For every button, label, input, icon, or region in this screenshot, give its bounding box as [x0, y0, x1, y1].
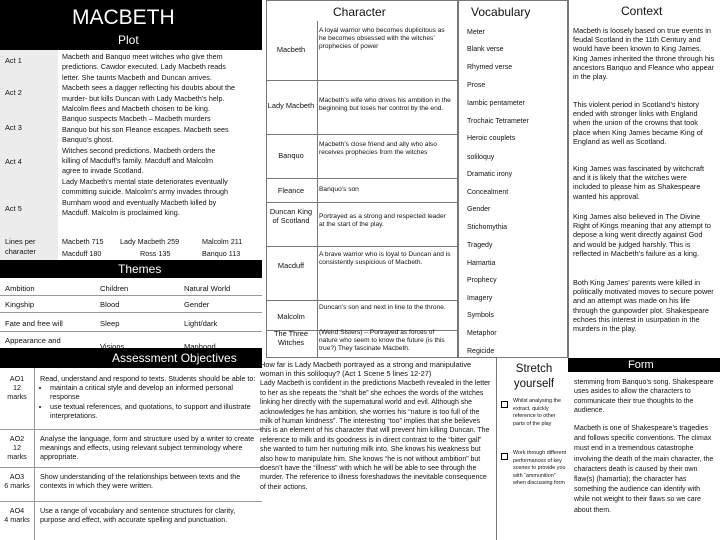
vocab-item: Prose: [467, 82, 486, 89]
plot-heading: Plot: [118, 33, 139, 47]
character-name: The Three Witches: [274, 329, 308, 347]
theme-item: Gender: [184, 300, 210, 309]
context-box: King James also believed in The Divine Right of Kings meaning that any attempt to depose a king went directly against God and would be judged harshly. This is reflected in Macbeth’s failure as a king.: [573, 212, 711, 258]
vocab-item: Iambic pentameter: [467, 100, 525, 107]
lines-per-character-label: Lines per character: [5, 237, 36, 256]
theme-item: Sleep: [100, 319, 120, 328]
character-desc: Duncan’s son and next in line to the throne.: [319, 304, 446, 311]
vocab-item: Prophecy: [467, 277, 497, 284]
vocab-item: Blank verse: [467, 46, 504, 53]
question-section: [256, 358, 496, 540]
vocab-item: Trochaic Tetrameter: [467, 118, 529, 125]
character-name: Macduff: [277, 261, 305, 270]
theme-item: Ambition: [5, 284, 35, 293]
form-heading: Form: [628, 359, 654, 371]
act-3-label: Act 3: [5, 123, 22, 132]
vocab-item: Tragedy: [467, 242, 493, 249]
ao-description: Read, understand and respond to texts. Students should be able to:: [40, 374, 256, 383]
line-count: Malcolm 211: [202, 237, 243, 246]
ao-text: [40, 374, 258, 420]
ao-bullet: • use textual references, and quotations, to support and illustrate interpretations.: [50, 402, 258, 420]
ao-label: [4, 434, 30, 462]
theme-item: Appearance and: [5, 336, 61, 345]
character-row: [267, 301, 457, 331]
ao-label-text: AO1 12 marks: [7, 374, 27, 402]
line-count: Macduff 180: [62, 249, 102, 258]
stretch-heading: Stretch yourself: [513, 363, 555, 390]
plot-line: Witches second predictions. Macbeth orders the: [62, 145, 216, 155]
line-count: Banquo 113: [202, 249, 241, 258]
character-desc: Macbeth’s wife who drives his ambition in the beginning but loses her control by the end.: [319, 97, 451, 113]
character-name: Lady Macbeth: [267, 101, 315, 110]
plot-line: predictions. Cawdor executed. Lady Macbeth reads: [62, 62, 226, 72]
form-header: [568, 358, 720, 372]
character-heading: Character: [333, 5, 386, 19]
assessment-header: [0, 348, 262, 368]
theme-item: Light/dark: [184, 319, 218, 328]
form-intro: stemming from Banquo’s song. Shakespeare uses asides to allow the characters to communicate their true thoughts to the audience.: [574, 379, 714, 415]
plot-line: Banquo’s ghost.: [62, 135, 114, 145]
theme-item: Kingship: [5, 300, 35, 309]
character-desc: A brave warrior who is loyal to Duncan and is consistently suspicious of Macbeth.: [319, 251, 451, 267]
plot-line: agree to invade Scotland.: [62, 166, 144, 176]
context-box: King James was fascinated by witchcraft and it is likely that the witches were included to please him as Shakespeare wanted his approval.: [573, 164, 704, 201]
checkbox-icon[interactable]: [501, 453, 508, 460]
ao-text: [40, 434, 258, 462]
character-row: [267, 179, 457, 203]
character-rows: [267, 21, 457, 358]
theme-item: Manhood: [184, 342, 216, 348]
plot-summary: [58, 50, 262, 260]
vocab-item: Gender: [467, 206, 491, 213]
question-answer: Lady Macbeth is confident in the predictions Macbeth revealed in the letter to her as she repeats the “shalt be” she echoes the words of the witches linking her directly with the supernatural world and evil. Although she acknowledges he has ambition, she worries his “nature is too full of the milk of human kindness”. The interesting “too” implies that she believes this is an element of his character that will prevent him killing Duncan. The reference to milk and its goodness is in direct contrast to the “bitter gall” she wanted to turn her nurturing milk into. She knows his weakness but also how to manipulate him. She knows “he is not without ambition” but doesn’t have the “illness” with which he will be able to see through the murder. The reference to illness foreshadows the inevitable consequence of their actions.: [260, 380, 491, 491]
page-title: MACBETH: [72, 6, 175, 29]
character-row: [267, 331, 457, 358]
ao-row: [0, 468, 262, 502]
ao-label: [4, 374, 30, 402]
context-heading: Context: [621, 4, 663, 18]
plot-line: Macduff. Malcolm is proclaimed king.: [62, 208, 180, 218]
form-section: [568, 358, 720, 540]
ao-row: [0, 502, 262, 540]
character-name: Macbeth: [276, 45, 306, 54]
character-desc: A loyal warrior who becomes duplicitous as he becomes obsessed with the witches’ prophecies of power: [319, 27, 445, 51]
ao-description: Show understanding of the relationships between texts and the contexts in which they were written.: [40, 472, 241, 491]
stretch-section: [496, 358, 568, 540]
ao-description: Analyse the language, form and structure used by a writer to create meanings and effects, using relevant subject terminology where appropriate.: [40, 434, 255, 462]
context-box: Both King James’ parents were killed in politically motivated moves to secure power and an attempt was made on his life through the gunpowder plot. Shakespeare echoes this interest in usurpation in the murders in the play.: [573, 278, 714, 334]
vocabulary-heading: Vocabulary: [471, 5, 531, 19]
character-desc: (Weird Sisters) – Portrayed as forces of nature who seem to know the future (is this true?) They fascinate Macbeth.: [319, 329, 445, 353]
vocab-item: Stichomythia: [467, 224, 508, 231]
character-name: Banquo: [278, 151, 304, 160]
plot-line: Lady Macbeth’s mental state deteriorates eventually: [62, 176, 228, 186]
plot-line: Malcolm flees and Macbeth chosen to be king.: [62, 104, 210, 114]
plot-line: Burnham wood and eventually Macbeth killed by: [62, 197, 217, 207]
vocab-item: Regicide: [467, 348, 495, 355]
character-row: [267, 247, 457, 301]
ao-bullet: • maintain a critical style and develop an informed personal response: [50, 383, 258, 401]
context-box: Macbeth is loosely based on true events in feudal Scotland in the 11th Century and would have been known to King James. King James inherited the throne through his ancestors Banquo and Fleance who appear in the play.: [573, 26, 715, 82]
plot-line: Banquo but his son Fleance escapes. Macbeth sees: [62, 124, 229, 134]
line-count: Ross 135: [140, 249, 171, 258]
line-count: Lady Macbeth 259: [120, 237, 180, 246]
ao-label-text: AO3 6 marks: [4, 472, 30, 491]
stretch-item: [501, 450, 567, 488]
ao-divider: [34, 368, 35, 540]
character-desc: Portrayed as a strong and respected leader at the start of the play.: [319, 213, 446, 229]
stretch-item-text: Work through different performances of key scenes to provide you with “ammunition” when discussing form: [513, 450, 567, 487]
act-4-label: Act 4: [5, 157, 22, 166]
vocab-item: soliloquy: [467, 154, 495, 161]
character-desc: Macbeth’s close friend and ally who also receives prophecies from the witches: [319, 141, 437, 157]
theme-item: Natural World: [184, 284, 231, 293]
question-prompt: How far is Lady Macbeth portrayed as a strong and manipulative woman in this soliloquy? (Act 1 Scene 5 lines 12-27): [260, 360, 472, 379]
theme-item: Fate and free will: [5, 319, 63, 328]
character-divider: [317, 21, 318, 358]
act-2-label: Act 2: [5, 88, 22, 97]
plot-line: Macbeth and Banquo meet witches who give them: [62, 52, 223, 61]
plot-line: killing of Macduff’s family. Macduff and Malcolm: [62, 156, 213, 166]
theme-item: Visions: [100, 342, 125, 348]
plot-line: committing suicide. Malcolm’s army invades through: [62, 187, 229, 197]
character-name: Fleance: [277, 186, 305, 195]
ao-row: [0, 430, 262, 468]
themes-header: [0, 260, 262, 278]
ao-label-text: AO2 12 marks: [7, 434, 27, 462]
ao-label: [4, 472, 30, 490]
vocab-item: Heroic couplets: [467, 135, 516, 142]
stretch-item-text: Whilst analysing the extract, quickly reference to other parts of the play: [513, 398, 561, 427]
theme-item: Children: [100, 284, 129, 293]
checkbox-icon[interactable]: [501, 401, 508, 408]
vocab-item: Hamartia: [467, 260, 496, 267]
ao-description: Use a range of vocabulary and sentence structures for clarity, purpose and effect, with accurate spelling and punctuation.: [40, 506, 236, 525]
vocab-item: Dramatic irony: [467, 171, 513, 178]
plot-text: [62, 52, 258, 219]
ao-label: [4, 506, 30, 524]
context-section: [568, 0, 720, 358]
vocab-item: Concealment: [467, 189, 509, 196]
character-desc: Banquo’s son: [319, 186, 359, 193]
character-row: [267, 203, 457, 247]
act-1-label: Act 1: [5, 56, 22, 65]
plot-line: Macbeth sees a dagger reflecting his doubts about the: [62, 83, 236, 93]
ao-label-text: AO4 4 marks: [4, 506, 30, 525]
character-row: [267, 135, 457, 179]
vocab-item: Rhymed verse: [467, 64, 513, 71]
title-banner: [0, 0, 262, 50]
character-name: Duncan King of Scotland: [269, 207, 313, 225]
form-text: Macbeth is one of Shakespeare’s tragedies and follows specific conventions. The climax must end in a tremendous catastrophe involving the death of the main character, the characters death is caused by their own flaw(s) (hamartia); the character has something the audience can identify with while not weight to their flaws so we care about them.: [574, 425, 714, 514]
themes-divider: [0, 312, 262, 313]
line-count: Macbeth 715: [62, 237, 104, 246]
themes-divider: [0, 295, 262, 296]
character-row: [267, 21, 457, 81]
ao-row: [0, 368, 262, 430]
vocabulary-section: [458, 0, 568, 358]
character-row: [267, 81, 457, 135]
vocab-item: Metaphor: [467, 330, 497, 337]
stretch-item: [501, 398, 567, 428]
plot-line: Banquo suspects Macbeth – Macbeth murders: [62, 114, 211, 124]
themes-divider: [0, 331, 262, 332]
plot-line: murder- but kills Duncan with Lady Macbeth’s help.: [62, 93, 225, 103]
vocab-item: Symbols: [467, 312, 494, 319]
vocab-item: Meter: [467, 29, 485, 36]
vocab-item: Imagery: [467, 295, 493, 302]
ao-text: [40, 472, 258, 490]
ao-text: [40, 506, 258, 524]
plot-line: letter. She taunts Macbeth and Duncan arrives.: [62, 72, 212, 82]
themes-heading: Themes: [118, 262, 162, 276]
themes-grid: [0, 278, 262, 348]
act-5-label: Act 5: [5, 204, 22, 213]
character-name: Malcolm: [277, 312, 305, 321]
theme-item: Blood: [100, 300, 120, 309]
context-box: This violent period in Scotland’s history ended with stronger links with England when the union of the crowns that took place when King James became King of England as well as Scotland.: [573, 100, 703, 146]
assessment-table: [0, 368, 262, 540]
character-section: [266, 0, 458, 358]
acts-column: [0, 50, 58, 260]
assessment-heading: Assessment Objectives: [112, 351, 237, 365]
